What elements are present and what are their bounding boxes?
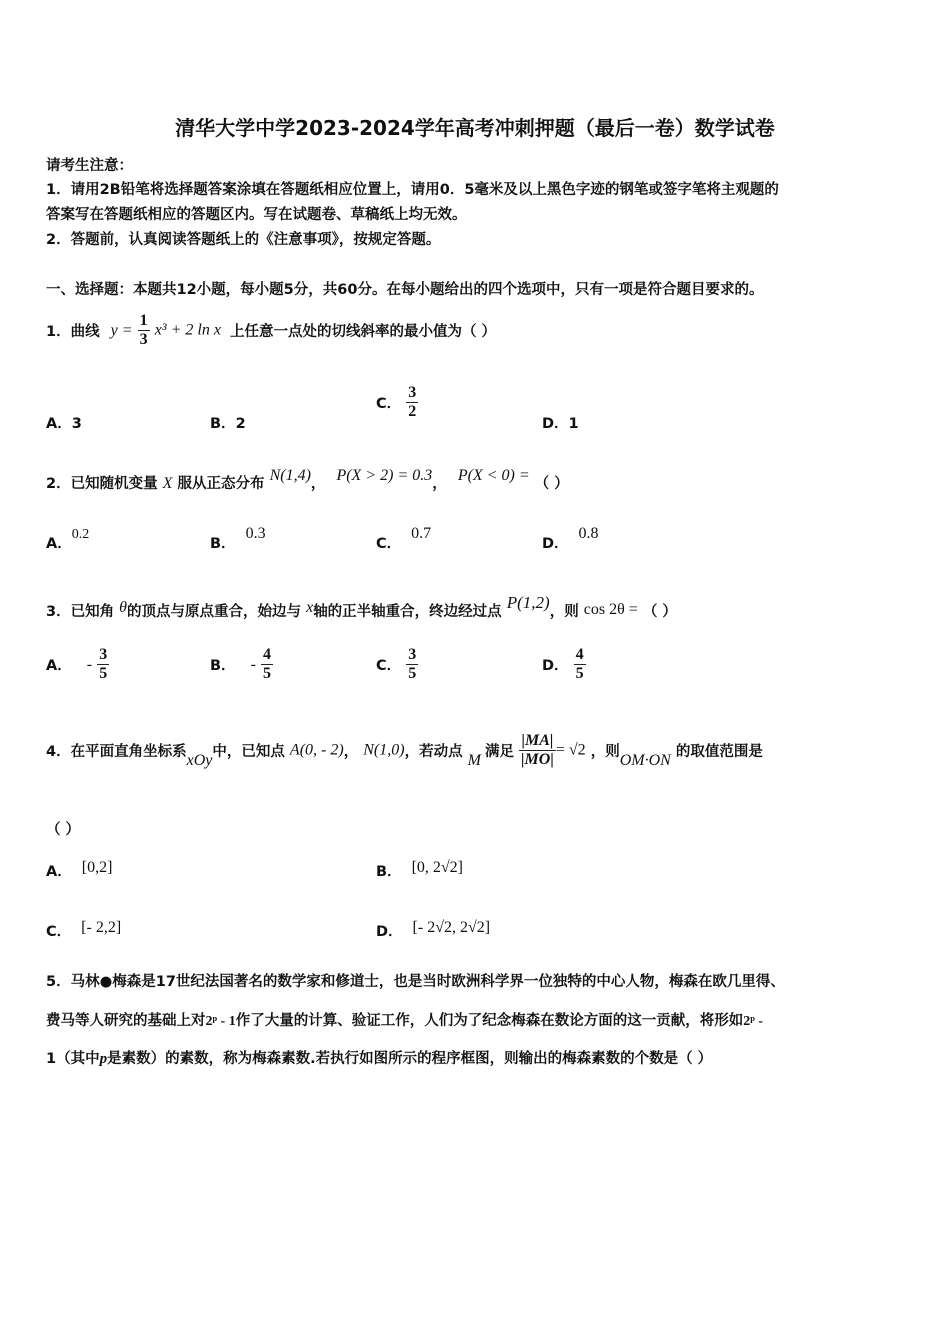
q4-prefix: 4．在平面直角坐标系 [46, 744, 187, 760]
q5-line2-expr2: 2ᵖ - [743, 1014, 763, 1029]
q1-frac-num: 1 [139, 312, 148, 329]
q2-prefix: 2．已知随机变量 [46, 476, 158, 492]
q3-option-a-den: 5 [99, 665, 108, 682]
q1-option-c-label: C． [376, 396, 402, 412]
q3-option-b-fraction [261, 646, 273, 683]
q4-frac-den: |MO| [521, 751, 554, 768]
q2-suffix: （ ） [534, 476, 569, 492]
q4-dot: OM·ON [619, 751, 671, 769]
q1-suffix: 上任意一点处的切线斜率的最小值为（ ） [230, 324, 497, 340]
q4-point-n: N(1,0) [363, 741, 405, 759]
q1-option-c[interactable] [376, 384, 418, 421]
q2-option-b-value: 0.3 [245, 525, 266, 542]
q1-option-c-num: 3 [408, 384, 417, 401]
q3-suffix: （ ） [642, 604, 677, 620]
q3-prefix: 3．已知角 [46, 604, 115, 620]
q4-mid2: ，若动点 [404, 744, 463, 760]
q4-suffix: 的取值范围是 [675, 744, 763, 760]
q4-frac-num: |MA| [521, 732, 554, 749]
q3-option-c-fraction [406, 646, 418, 683]
q5-line-3 [46, 1047, 712, 1068]
q4-fraction [519, 732, 556, 769]
q2-option-c-label: C． [376, 536, 402, 552]
q3-point: P(1,2) [506, 593, 550, 612]
q3-x: x [306, 599, 314, 616]
q2-option-c[interactable] [376, 525, 432, 553]
notice-heading: 请考生注意： [46, 158, 133, 174]
q3-option-a-sign: - [86, 655, 93, 673]
q3-option-d-den: 5 [575, 665, 584, 682]
question-2 [46, 467, 569, 493]
q5-line2-b: 作了大量的计算、验证工作，人们为了纪念梅森在数论方面的这一贡献，将形如 [235, 1013, 744, 1029]
notice-line-1: 1．请用2B铅笔将选择题答案涂填在答题纸相应位置上，请用0．5毫米及以上黑色字迹的钢笔或签字笔将主观题的 [46, 182, 779, 198]
q1-expr-rhs: x³ + 2 ln x [154, 321, 221, 339]
q4-option-c-value: [- 2,2] [81, 919, 122, 936]
q2-option-a-value: 0.2 [71, 527, 90, 542]
q3-cos: cos 2θ = [583, 601, 638, 618]
q2-sep2: ， [432, 476, 447, 492]
question-4 [46, 732, 763, 769]
q3-option-c-num: 3 [408, 646, 417, 663]
q2-var: X [162, 475, 173, 492]
q3-option-b-sign: - [250, 655, 256, 673]
q2-option-b-label: B． [210, 536, 236, 552]
q4-option-b-value: [0, 2√2] [411, 859, 463, 876]
q4-mid4: ，则 [590, 744, 620, 760]
q5-line-1: 5．马林●梅森是17世纪法国著名的数学家和修道士，也是当时欧洲科学界一位独特的中心人物，梅森在欧几里得、 [46, 974, 785, 990]
q4-option-a[interactable] [46, 860, 112, 881]
q2-prob1: P(X > 2) = 0.3 [336, 467, 433, 484]
q3-option-a-num: 3 [99, 646, 108, 663]
q4-option-d-value: [- 2√2, 2√2] [412, 919, 491, 936]
q5-line3-a: 1（其中 [46, 1051, 100, 1067]
q1-prefix: 1．曲线 [46, 324, 100, 340]
q4-xoy: xOy [186, 751, 213, 769]
q1-option-d-value: 1 [568, 416, 579, 432]
q4-point-a: A(0, - 2) [289, 741, 344, 759]
q1-option-a-value: 3 [71, 416, 82, 432]
q5-line3-p: p [99, 1051, 108, 1067]
q3-option-b-label: B． [210, 658, 236, 674]
q4-option-c[interactable] [46, 920, 121, 941]
question-3 [46, 593, 677, 621]
q4-option-a-label: A． [46, 864, 72, 880]
section-heading: 一、选择题：本题共12小题，每小题5分，共60分。在每小题给出的四个选项中，只有一项是符合题目要求的。 [46, 282, 764, 298]
q3-mid2: 轴的正半轴重合，终边经过点 [313, 604, 502, 620]
q1-option-c-den: 2 [408, 403, 417, 420]
q2-option-d[interactable] [542, 525, 599, 553]
q3-option-c-label: C． [376, 658, 402, 674]
q1-option-a[interactable] [46, 412, 82, 433]
question-1 [46, 312, 496, 349]
q1-option-b-label: B． [210, 416, 236, 432]
q3-mid3: ，则 [549, 604, 579, 620]
q2-option-a[interactable] [46, 527, 90, 553]
q4-eq: = √2 [555, 741, 586, 759]
q4-option-d[interactable] [376, 920, 490, 941]
q1-fraction [138, 312, 150, 349]
q3-option-b[interactable] [210, 646, 273, 683]
q2-option-d-value: 0.8 [578, 525, 599, 542]
q4-option-c-label: C． [46, 924, 72, 940]
q5-line3-b: 是素数）的素数，称为梅森素数.若执行如图所示的程序框图，则输出的梅森素数的个数是（ ） [107, 1051, 713, 1067]
q3-option-b-den: 5 [263, 665, 272, 682]
q3-option-a[interactable] [46, 646, 109, 683]
q2-option-a-label: A． [46, 536, 72, 552]
q5-line-2 [46, 1009, 763, 1030]
notice-line-2: 答案写在答题纸相应的答题区内。写在试题卷、草稿纸上均无效。 [46, 207, 467, 223]
q4-mid1: 中，已知点 [212, 744, 285, 760]
q3-mid1: 的顶点与原点重合，始边与 [127, 604, 302, 620]
q4-option-a-value: [0,2] [81, 859, 113, 876]
q2-option-b[interactable] [210, 525, 266, 553]
q2-option-d-label: D． [542, 536, 569, 552]
q3-option-a-label: A． [46, 658, 72, 674]
q4-sep: ， [343, 744, 359, 760]
q4-m: M [467, 751, 481, 769]
page-title: 清华大学中学2023-2024学年高考冲刺押题（最后一卷）数学试卷 [175, 116, 775, 140]
q1-option-d[interactable] [542, 412, 579, 433]
q4-paren: （ ） [46, 822, 81, 838]
q4-option-d-label: D． [376, 924, 403, 940]
q1-option-b[interactable] [210, 412, 246, 433]
q1-option-c-fraction [406, 384, 418, 421]
q3-option-d-label: D． [542, 658, 569, 674]
q1-option-b-value: 2 [235, 416, 246, 432]
q5-line2-a: 费马等人研究的基础上对 [46, 1013, 206, 1029]
q1-option-d-label: D． [542, 416, 569, 432]
q1-frac-den: 3 [139, 331, 148, 348]
q2-dist: N(1,4) [269, 467, 311, 484]
q3-theta: θ [119, 599, 128, 616]
q4-mid3: 满足 [484, 744, 514, 760]
q3-option-c[interactable] [376, 646, 418, 683]
notice-line-3: 2．答题前，认真阅读答题纸上的《注意事项》，按规定答题。 [46, 232, 441, 248]
q2-prob2: P(X < 0) = [457, 467, 530, 484]
q3-option-b-num: 4 [263, 646, 272, 663]
q2-option-c-value: 0.7 [411, 525, 432, 542]
q3-option-d-num: 4 [575, 646, 584, 663]
q3-option-d-fraction [574, 646, 586, 683]
q5-line2-expr: 2ᵖ - 1 [205, 1014, 236, 1029]
q2-mid: 服从正态分布 [177, 476, 265, 492]
q1-expr-lhs: y = [110, 321, 133, 339]
q3-option-c-den: 5 [408, 665, 417, 682]
q3-option-d[interactable] [542, 646, 586, 683]
q1-option-a-label: A． [46, 416, 72, 432]
q4-option-b[interactable] [376, 860, 463, 881]
q2-sep1: ， [310, 476, 326, 492]
q3-option-a-fraction [97, 646, 109, 683]
q4-option-b-label: B． [376, 864, 402, 880]
